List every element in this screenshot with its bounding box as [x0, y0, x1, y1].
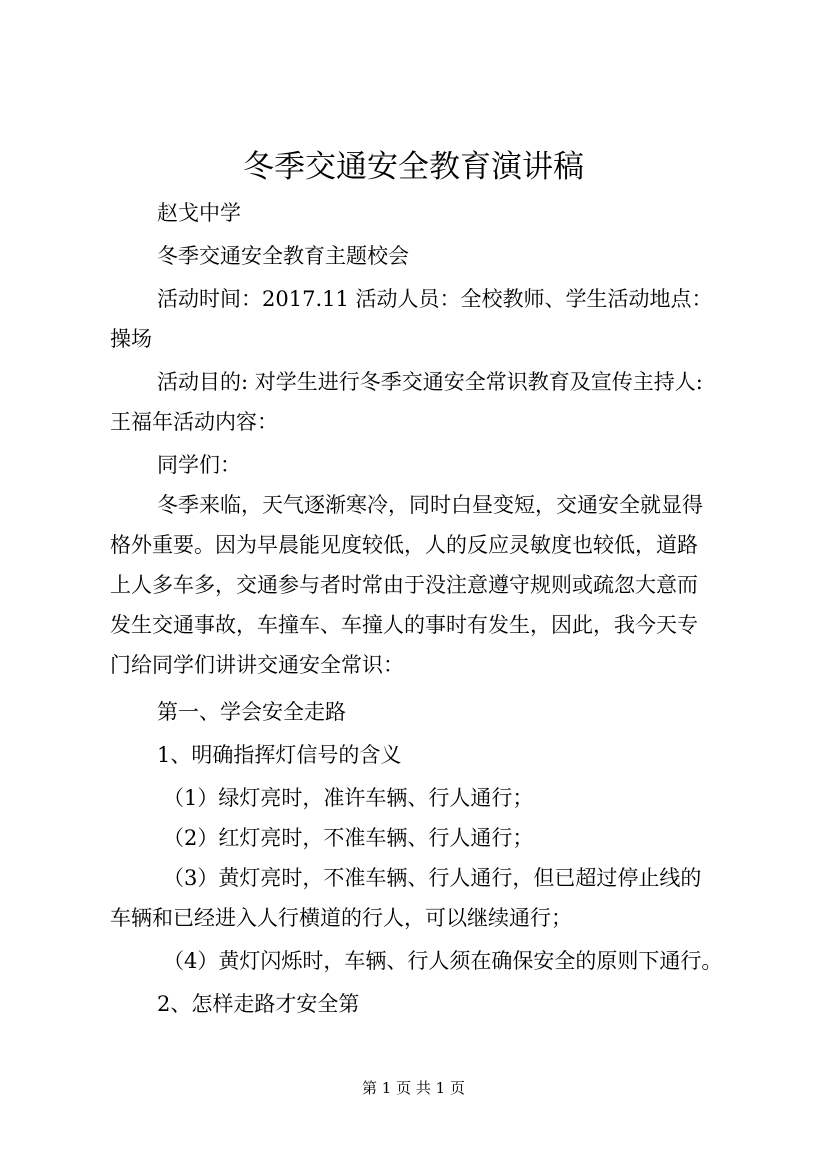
list-item: （2）红灯亮时，不准车辆、行人通行；: [163, 826, 534, 850]
paragraph-line: 发生交通事故，车撞车、车撞人的事时有发生，因此，我今天专: [110, 613, 698, 637]
paragraph-line: 格外重要。因为早晨能见度较低，人的反应灵敏度也较低，道路: [110, 533, 698, 557]
section-heading: 第一、学会安全走路: [157, 700, 346, 724]
event-purpose-line-cont: 王福年活动内容：: [110, 410, 278, 434]
paragraph-line: 门给同学们讲讲交通安全常识：: [110, 653, 404, 677]
list-item-cont: 车辆和已经进入人行横道的行人，可以继续通行；: [110, 906, 572, 930]
greeting: 同学们：: [157, 453, 241, 477]
paragraph-line: 上人多车多，交通参与者时常由于没注意遵守规则或疏忽大意而: [110, 573, 698, 597]
list-item: （1）绿灯亮时，准许车辆、行人通行；: [163, 786, 534, 810]
school-name: 赵戈中学: [157, 201, 241, 225]
page-footer: 第 1 页 共 1 页: [362, 1079, 465, 1097]
paragraph-line: 冬季来临，天气逐渐寒冷，同时白昼变短，交通安全就显得: [157, 493, 703, 517]
event-info-line: 活动时间：2017.11 活动人员：全校教师、学生活动地点：: [157, 287, 713, 311]
subsection-heading: 1、明确指挥灯信号的含义: [157, 743, 402, 767]
event-info-line-cont: 操场: [110, 327, 152, 351]
list-item: （3）黄灯亮时，不准车辆、行人通行，但已超过停止线的: [163, 866, 702, 890]
subsection-heading: 2、怎样走路才安全第: [157, 992, 360, 1016]
event-purpose-line: 活动目的: 对学生进行冬季交通安全常识教育及宣传主持人:: [157, 370, 703, 394]
document-title: 冬季交通安全教育演讲稿: [243, 149, 584, 185]
event-name: 冬季交通安全教育主题校会: [157, 244, 409, 268]
list-item: （4）黄灯闪烁时，车辆、行人须在确保安全的原则下通行。: [163, 949, 723, 973]
